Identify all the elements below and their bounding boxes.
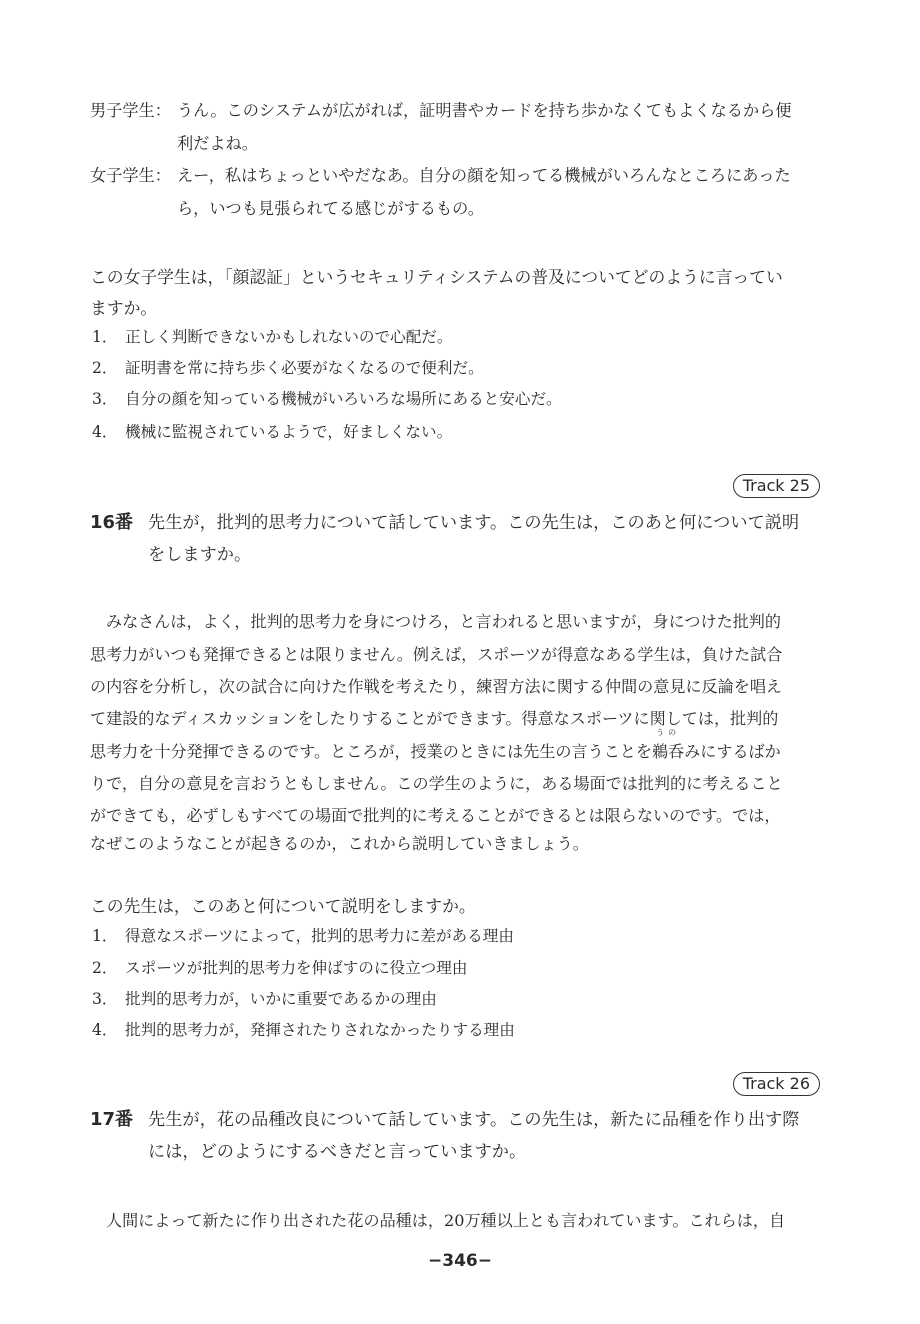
- speaker-label-male: 男子学生：: [90, 101, 171, 120]
- ruby-word: うの 鵜呑: [652, 728, 685, 761]
- dialogue-line: ら，いつも見張られてる感じがするもの。: [177, 199, 484, 218]
- answer-option-4: 4． 批判的思考力が，発揮されたりされなかったりする理由: [92, 1021, 515, 1039]
- passage-line: みなさんは，よく，批判的思考力を身につけろ，と言われると思いますが，身につけた批判的: [106, 612, 781, 631]
- question-prompt: 先生が，花の品種改良について話しています。この先生は，新たに品種を作り出す際: [148, 1110, 800, 1130]
- question-prompt: には，どのようにするべきだと言っていますか。: [148, 1142, 527, 1162]
- passage-line: 人間によって新たに作り出された花の品種は，20万種以上とも言われています。これらは，自: [106, 1211, 786, 1230]
- answer-option-3: 3． 自分の顔を知っている機械がいろいろな場所にあると安心だ。: [92, 390, 562, 408]
- passage-line: りで，自分の意見を言おうともしません。この学生のように，ある場面では批判的に考えること: [90, 774, 783, 793]
- question-text: この女子学生は，「顔認証」というセキュリティシステムの普及についてどのように言ってい: [90, 267, 783, 287]
- speaker-label-female: 女子学生：: [90, 166, 171, 185]
- question-text: この先生は，このあと何について説明をしますか。: [90, 896, 476, 916]
- answer-option-2: 2． 証明書を常に持ち歩く必要がなくなるので便利だ。: [92, 359, 484, 377]
- track-badge: Track 25: [733, 474, 820, 498]
- question-prompt: 先生が，批判的思考力について話しています。この先生は，このあと何について説明: [148, 513, 800, 533]
- answer-option-2: 2． スポーツが批判的思考力を伸ばすのに役立つ理由: [92, 959, 468, 977]
- dialogue-line: えー，私はちょっといやだなあ。自分の顔を知ってる機械がいろんなところにあった: [177, 166, 791, 185]
- answer-option-4: 4． 機械に監視されているようで，好ましくない。: [92, 423, 453, 441]
- passage-line: なぜこのようなことが起きるのか，これから説明していきましょう。: [90, 834, 589, 853]
- passage-line: て建設的なディスカッションをしたりすることができます。得意なスポーツに関しては，批判的: [90, 709, 779, 728]
- page-number: −346−: [428, 1251, 492, 1271]
- track-badge: Track 26: [733, 1072, 820, 1096]
- question-text: ますか。: [90, 298, 158, 318]
- question-number: 16番: [90, 512, 134, 533]
- passage-line: 思考力がいつも発揮できるとは限りません。例えば，スポーツが得意なある学生は，負けた試合: [90, 645, 783, 664]
- dialogue-line: 利だよね。: [177, 134, 258, 153]
- answer-option-1: 1． 正しく判断できないかもしれないので心配だ。: [92, 328, 453, 346]
- answer-option-3: 3． 批判的思考力が，いかに重要であるかの理由: [92, 990, 437, 1008]
- passage-line: 思考力を十分発揮できるのです。ところが，授業のときには先生の言うことを うの 鵜呑みにするばか: [90, 728, 781, 761]
- question-prompt: をしますか。: [148, 545, 252, 565]
- passage-line: の内容を分析し，次の試合に向けた作戦を考えたり，練習方法に関する仲間の意見に反論を唱え: [90, 677, 783, 696]
- answer-option-1: 1． 得意なスポーツによって，批判的思考力に差がある理由: [92, 927, 514, 945]
- question-number: 17番: [90, 1109, 134, 1130]
- passage-line: ができても，必ずしもすべての場面で批判的に考えることができるとは限らないのです。では，: [90, 806, 781, 825]
- dialogue-line: うん。このシステムが広がれば，証明書やカードを持ち歩かなくてもよくなるから便: [177, 101, 792, 120]
